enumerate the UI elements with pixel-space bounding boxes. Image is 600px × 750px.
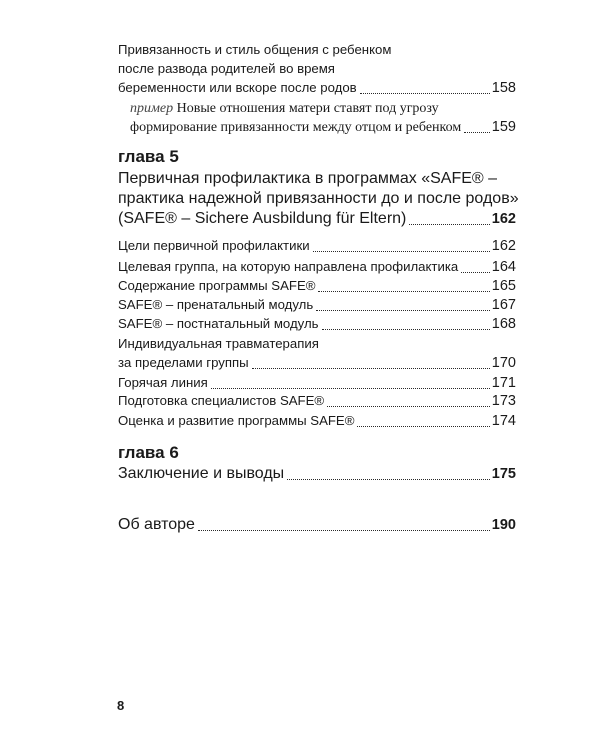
dot-leader xyxy=(252,368,490,369)
dot-leader xyxy=(287,479,490,480)
toc-page-number: 164 xyxy=(491,259,516,275)
toc-entry-line: Привязанность и стиль общения с ребенком xyxy=(118,42,392,57)
chapter-title-line: практика надежной привязанности до и после родов» xyxy=(118,190,519,207)
page-number: 8 xyxy=(117,698,125,713)
toc-page-number: 162 xyxy=(491,211,516,227)
toc-page-number: 175 xyxy=(491,466,516,482)
dot-leader xyxy=(360,93,490,94)
toc-page-number: 162 xyxy=(491,238,516,254)
toc-entry-title: Содержание программы SAFE® xyxy=(118,278,316,293)
toc-page-number: 167 xyxy=(491,297,516,313)
toc-entry-title: SAFE® – пренатальный модуль xyxy=(118,297,314,312)
toc-page-number: 165 xyxy=(491,278,516,294)
toc-entry[interactable] xyxy=(118,411,516,431)
dot-leader xyxy=(409,224,489,225)
toc-page-number: 170 xyxy=(491,355,516,371)
toc-entry-title: за пределами группы xyxy=(118,355,249,370)
toc-entry[interactable] xyxy=(118,40,516,98)
chapter-6-entry[interactable] xyxy=(118,464,516,484)
chapter-5-label: глава 5 xyxy=(118,147,179,166)
toc-entry-line: после развода родителей во время xyxy=(118,61,335,76)
dot-leader xyxy=(327,406,490,407)
toc-entry-line: Индивидуальная травматерапия xyxy=(118,336,319,351)
toc-entry-title: беременности или вскоре после родов xyxy=(118,80,357,95)
toc-entry[interactable] xyxy=(118,314,516,334)
toc-entry[interactable] xyxy=(118,295,516,315)
dot-leader xyxy=(211,388,490,389)
dot-leader xyxy=(464,132,490,133)
toc-entry-title: SAFE® – постнатальный модуль xyxy=(118,316,319,331)
dot-leader xyxy=(198,530,490,531)
dot-leader xyxy=(461,272,490,273)
toc-page-number: 174 xyxy=(491,413,516,429)
dot-leader xyxy=(316,310,490,311)
chapter-6-label: глава 6 xyxy=(118,443,179,462)
toc-entry-title: Подготовка специалистов SAFE® xyxy=(118,393,325,408)
example-label: пример xyxy=(130,101,174,116)
toc-example-entry[interactable] xyxy=(130,99,516,137)
toc-entry-line: Новые отношения матери ставят под угрозу xyxy=(176,101,439,116)
toc-entry-title: Цели первичной профилактики xyxy=(118,238,310,253)
toc-page-number: 158 xyxy=(491,80,516,96)
about-author-title: Об авторе xyxy=(118,516,195,533)
chapter-title-line: Первичная профилактика в программах «SAFE® – xyxy=(118,170,498,187)
toc-page-number: 168 xyxy=(491,316,516,332)
chapter-title-line: Заключение и выводы xyxy=(118,465,285,482)
toc-entry[interactable] xyxy=(118,257,516,277)
dot-leader xyxy=(313,251,490,252)
toc-page-number: 159 xyxy=(491,119,516,135)
toc-entry[interactable] xyxy=(118,334,516,373)
toc-page-number: 173 xyxy=(491,393,516,409)
toc-entry-title: Оценка и развитие программы SAFE® xyxy=(118,413,355,428)
toc-entry[interactable] xyxy=(118,373,516,393)
toc-entry-title: формирование привязанности между отцом и ребенком xyxy=(130,120,462,135)
toc-entry-title: Целевая группа, на которую направлена профилактика xyxy=(118,259,459,274)
toc-page-number: 190 xyxy=(491,517,516,533)
toc-entry[interactable] xyxy=(118,236,516,256)
toc-entry[interactable] xyxy=(118,276,516,296)
about-author-entry[interactable] xyxy=(118,515,516,535)
chapter-5-entry[interactable] xyxy=(118,169,519,229)
toc-entry-title: Горячая линия xyxy=(118,375,208,390)
toc-page-number: 171 xyxy=(491,375,516,391)
dot-leader xyxy=(318,291,489,292)
toc-entry[interactable] xyxy=(118,391,516,411)
dot-leader xyxy=(357,426,489,427)
chapter-title-line: (SAFE® – Sichere Ausbildung für Eltern) xyxy=(118,210,407,227)
dot-leader xyxy=(322,329,490,330)
